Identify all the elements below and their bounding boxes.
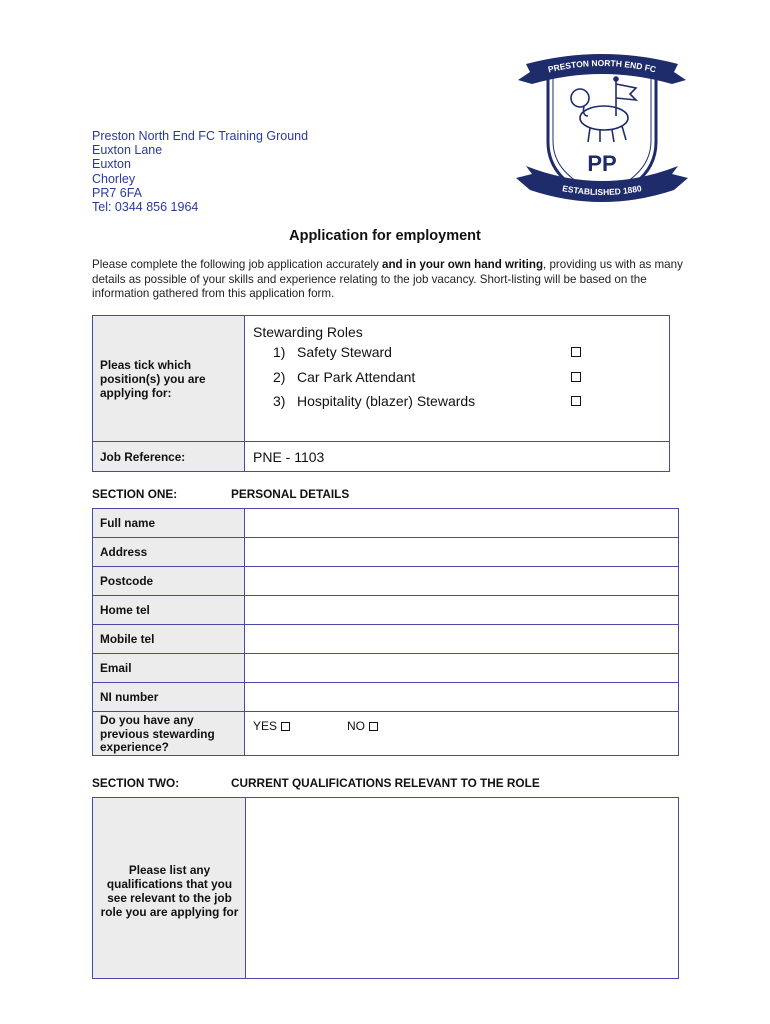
personal-details-table — [92, 508, 679, 756]
yes-label: YES — [253, 719, 278, 733]
job-reference-value: PNE - 1103 — [245, 442, 670, 472]
stewarding-experience-label: Do you have any previous stewarding experience? — [93, 712, 245, 756]
full-name-label: Full name — [93, 509, 245, 538]
position-options — [245, 316, 670, 442]
role-checkbox[interactable] — [571, 396, 581, 406]
role-number: 2) — [273, 368, 286, 385]
section-two-title: CURRENT QUALIFICATIONS RELEVANT TO THE ROLE — [231, 776, 540, 790]
qualifications-field[interactable] — [246, 798, 679, 979]
club-address — [92, 129, 308, 214]
address-label: Address — [93, 538, 245, 567]
intro-emphasis: and in your own hand writing — [382, 258, 544, 271]
address-line: PR7 6FA — [92, 185, 143, 200]
role-number: 3) — [273, 393, 286, 410]
postcode-label: Postcode — [93, 567, 245, 596]
intro-paragraph — [92, 258, 692, 302]
home-tel-label: Home tel — [93, 596, 245, 625]
qualifications-table — [92, 797, 679, 979]
role-checkbox[interactable] — [571, 372, 581, 382]
no-checkbox[interactable] — [369, 722, 378, 731]
position-label: Pleas tick which position(s) you are applying for: — [93, 316, 245, 442]
home-tel-field[interactable] — [245, 596, 679, 625]
page-title: Application for employment — [289, 228, 481, 244]
address-line: Euxton Lane — [92, 143, 163, 158]
crest-bottom-text: ESTABLISHED 1880 — [561, 183, 643, 198]
address-line: Euxton — [92, 157, 131, 172]
email-field[interactable] — [245, 654, 679, 683]
job-reference-label: Job Reference: — [93, 442, 245, 472]
role-name: Hospitality (blazer) Stewards — [297, 393, 476, 410]
section-one-heading: SECTION ONE: — [92, 487, 178, 501]
section-two-heading: SECTION TWO: — [92, 776, 180, 790]
role-option[interactable] — [273, 340, 669, 365]
qualifications-label: Please list any qualifications that you see relevant to the job role you are applying for — [93, 798, 246, 979]
role-number: 1) — [273, 344, 286, 361]
address-field[interactable] — [245, 538, 679, 567]
role-name: Car Park Attendant — [297, 368, 416, 385]
address-line: Chorley — [92, 171, 136, 186]
full-name-field[interactable] — [245, 509, 679, 538]
position-table — [92, 315, 670, 472]
intro-text: , providing us with as many details as possible of your skills and experience relating to the job vacancy. Short-listing will be based on the information gathered from this application form. — [92, 258, 683, 301]
address-line: Preston North End FC Training Ground — [92, 129, 309, 143]
mobile-tel-label: Mobile tel — [93, 625, 245, 654]
no-option[interactable] — [347, 719, 378, 733]
crest-initials: PP — [587, 151, 617, 176]
roles-heading: Stewarding Roles — [253, 324, 363, 340]
stewarding-experience-field — [245, 712, 679, 756]
ni-number-label: NI number — [93, 683, 245, 712]
address-phone: Tel: 0344 856 1964 — [92, 200, 199, 215]
email-label: Email — [93, 654, 245, 683]
intro-text: Please complete the following job application accurately — [92, 258, 383, 271]
crest-top-text: PRESTON NORTH END FC — [546, 57, 658, 75]
role-name: Safety Steward — [297, 344, 392, 361]
postcode-field[interactable] — [245, 567, 679, 596]
role-option[interactable] — [273, 389, 669, 414]
ni-number-field[interactable] — [245, 683, 679, 712]
mobile-tel-field[interactable] — [245, 625, 679, 654]
section-one-title: PERSONAL DETAILS — [231, 487, 350, 501]
club-crest-logo — [512, 50, 692, 202]
role-option[interactable] — [273, 365, 669, 390]
yes-option[interactable] — [253, 719, 347, 733]
role-checkbox[interactable] — [571, 347, 581, 357]
yes-checkbox[interactable] — [281, 722, 290, 731]
no-label: NO — [347, 719, 365, 733]
